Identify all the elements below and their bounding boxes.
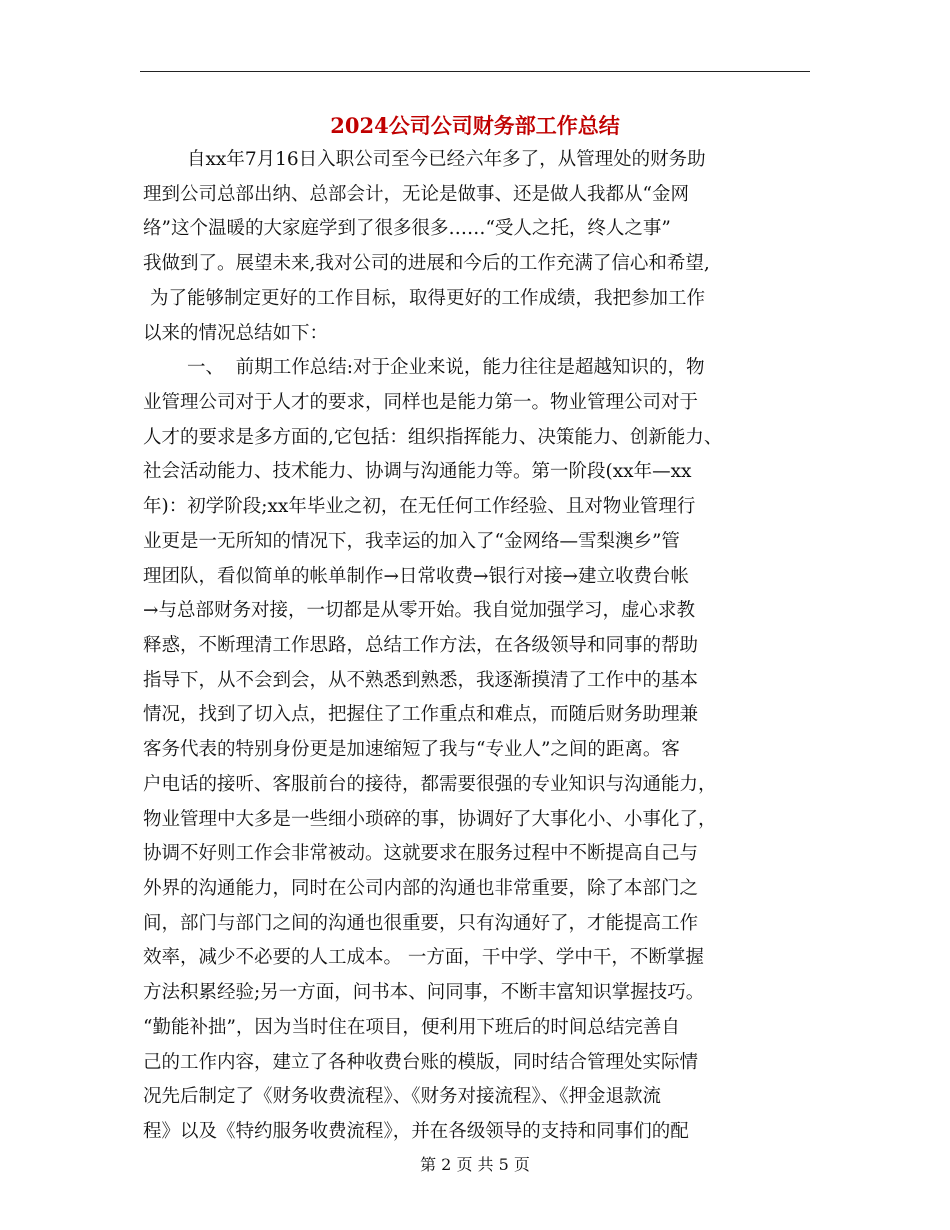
body-line-26: “勤能补拙”，因为当时住在项目，便利用下班后的时间总结完善自 (143, 1016, 680, 1038)
body-line-29: 程》以及《特约服务收费流程》，并在各级领导的支持和同事们的配 (143, 1121, 689, 1142)
body-line-14: →与总部财务对接，一切都是从零开始。我自觉加强学习，虚心求教 (143, 600, 696, 622)
body-line-22: 外界的沟通能力，同时在公司内部的沟通也非常重要，除了本部门之 (143, 878, 699, 899)
body-line-8: 业管理公司对于人才的要求，同样也是能力第一。物业管理公司对于 (143, 392, 699, 413)
body-line-23: 间，部门与部门之间的沟通也很重要，只有沟通好了，才能提高工作 (143, 912, 699, 934)
body-line-18: 客务代表的特别身份更是加速缩短了我与“专业人”之间的距离。客 (143, 739, 680, 761)
body-line-12: 业更是一无所知的情况下，我幸运的加入了“金网络—雪梨澳乡”管 (143, 530, 680, 552)
body-line-24: 效率，减少不必要的人工成本。 一方面，干中学、学中干，不断掌握 (143, 947, 704, 969)
body-line-1: 自xx年7月16日入职公司至今已经六年多了，从管理处的财务助 (187, 149, 706, 170)
document-title: 2024公司公司财务部工作总结 (330, 113, 620, 138)
body-line-27: 己的工作内容，建立了各种收费台账的模版，同时结合管理处实际情 (143, 1051, 699, 1073)
body-line-2: 理到公司总部出纳、总部会计，无论是做事、还是做人我都从“金网 (143, 183, 689, 205)
body-line-5: 为了能够制定更好的工作目标，取得更好的工作成绩，我把参加工作 (150, 287, 706, 309)
body-line-3: 络”这个温暖的大家庭学到了很多很多……“受人之托，终人之事” (143, 218, 671, 240)
body-line-25: 方法积累经验;另一方面，问书本、问同事，不断丰富知识掌握技巧。 (143, 982, 705, 1004)
body-line-7: 一、 前期工作总结:对于企业来说，能力往往是超越知识的，物 (187, 357, 705, 379)
body-line-6: 以来的情况总结如下： (143, 322, 329, 344)
body-line-20: 物业管理中大多是一些细小琐碎的事，协调好了大事化小、小事化了， (143, 808, 717, 830)
page-number-footer: 第 2 页 共 5 页 (420, 1155, 530, 1174)
body-line-11: 年)：初学阶段;xx年毕业之初，在无任何工作经验、且对物业管理行 (143, 496, 696, 518)
body-line-10: 社会活动能力、技术能力、协调与沟通能力等。第一阶段(xx年—xx (143, 461, 692, 483)
body-line-21: 协调不好则工作会非常被动。这就要求在服务过程中不断提高自己与 (143, 843, 699, 865)
body-line-4: 我做到了。展望未来,我对公司的进展和今后的工作充满了信心和希望, (143, 253, 710, 275)
body-line-28: 况先后制定了《财务收费流程》、《财务对接流程》、《押金退款流 (143, 1086, 662, 1108)
body-line-9: 人才的要求是多方面的,它包括：组织指挥能力、决策能力、创新能力、 (143, 426, 723, 448)
body-line-17: 情况，找到了切入点，把握住了工作重点和难点，而随后财务助理兼 (143, 704, 699, 726)
body-line-16: 指导下，从不会到会，从不熟悉到熟悉，我逐渐摸清了工作中的基本 (143, 669, 699, 691)
body-line-19: 户电话的接听、客服前台的接待，都需要很强的专业知识与沟通能力， (143, 773, 717, 795)
header-rule (140, 71, 810, 72)
body-line-13: 理团队，看似简单的帐单制作→日常收费→银行对接→建立收费台帐 (143, 565, 690, 587)
body-line-15: 释惑，不断理清工作思路，总结工作方法，在各级领导和同事的帮助 (143, 635, 699, 656)
